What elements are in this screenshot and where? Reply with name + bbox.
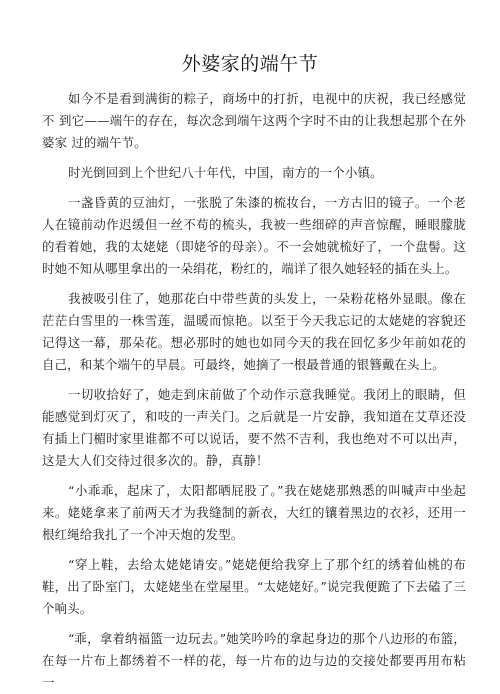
paragraph: 如今不是看到满街的粽子，商场中的打折，电视中的庆祝，我已经感觉不 到它——端午的存在，每次念到端午这两个字时不由的让我想起那个在外婆家 过的端午节。 bbox=[42, 91, 466, 150]
paragraph: “小乖乖，起床了，太阳都晒屁股了。”我在姥姥那熟悉的叫喊声中坐起来。姥姥拿来了前两天才为我缝制的新衣，大红的镶着黑边的衣衫，还用一根红绳给我扎了一个冲天炮的发型。 bbox=[42, 483, 466, 542]
page-title: 外婆家的端午节 bbox=[181, 53, 319, 75]
paragraph: “穿上鞋，去给太姥姥请安。”姥姥便给我穿上了那个红的绣着仙桃的布鞋，出了卧室门，太姥姥坐在堂屋里。“太姥姥好。”说完我便跪了下去磕了三个响头。 bbox=[42, 557, 466, 616]
paragraph: “乖，拿着纳福篮一边玩去。”她笑吟吟的拿起身边的那个八边形的布篮，在每一片布上都绣着不一样的花，每一片布的边与边的交接处都要再用布粘一 bbox=[42, 631, 466, 690]
paragraph: 我被吸引住了，她那花白中带些黄的头发上，一朵粉花格外显眼。像在茫茫白雪里的一株雪莲，温暖而惊艳。以至于今天我忘记的太姥姥的容貌还记得这一幕，那朵花。想必那时的她也如同今天的我在回忆多少年前如花的自己，和某个端午的早晨。可最终，她摘了一根最普通的银簪戴在头上。 bbox=[42, 291, 466, 372]
paragraph: 时光倒回到上个世纪八十年代，中国，南方的一个小镇。 bbox=[68, 165, 383, 180]
paragraph: 一盏昏黄的豆油灯，一张脱了朱漆的梳妆台，一方古旧的镜子。一个老人在镜前动作迟缓但一丝不苟的梳头，我被一些细碎的声音惊醒，睡眼朦胧的看着她，我的太姥姥（即姥爷的母亲）。不一会她就梳好了，一个盘髻。这时她不知从哪里拿出的一朵绢花，粉红的，端详了很久她轻轻的插在头上。 bbox=[42, 195, 466, 276]
paragraph: 一切收拾好了，她走到床前做了个动作示意我睡觉。我闭上的眼睛，但能感觉到灯灭了，和吱的一声关门。之后就是一片安静，我知道在艾草还没有插上门楣时家里谁都不可以说话，要不然不吉利，我也绝对不可以出声，这是大人们交待过很多次的。静，真静！ bbox=[42, 387, 466, 468]
